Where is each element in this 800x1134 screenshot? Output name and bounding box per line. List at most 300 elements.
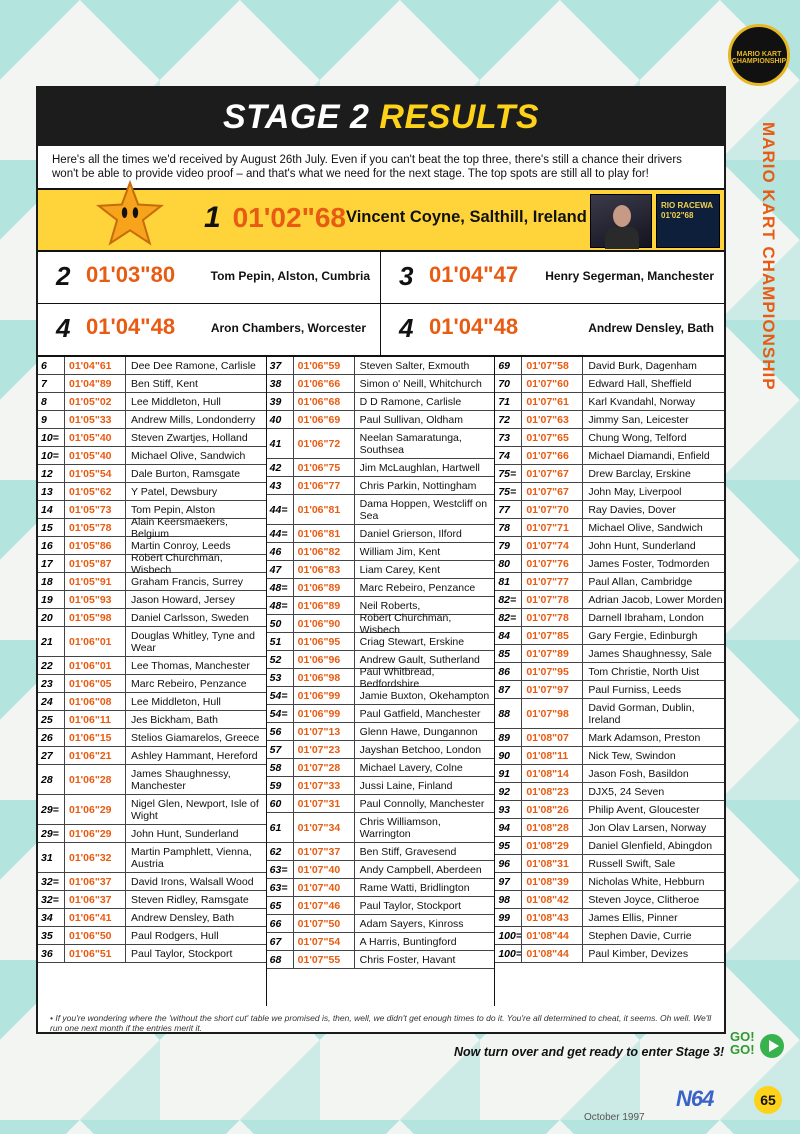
rank-cell: 56 [269,725,282,738]
time-cell: 01'06"01 [64,627,126,656]
rank-cell: 77 [498,503,510,516]
intro-text: Here's all the times we'd received by August 26th July. Even if you can't beat the top three, there's still a chance their drivers won't be able to provide video proof – and that's what we need for the next stage. The top spots are still all to play for! [52,154,682,180]
time-cell: 01'07"77 [521,573,583,590]
top-entry: 3 01'04"47 Henry Segerman, Manchester [399,261,714,291]
rank-cell: 24 [41,695,53,708]
table-row [38,945,266,963]
table-row [495,765,724,783]
rank-cell: 75= [498,467,517,480]
table-row [267,951,495,969]
name-cell: Alain Keersmaekers, Belgium [131,515,228,540]
time-cell: 01'06"89 [293,597,355,614]
name-cell: Paul Connolly, Manchester [359,797,485,810]
time-cell: 01'05"98 [64,609,126,626]
rank-cell: 95 [498,839,510,852]
name-cell: Paul Allan, Cambridge [588,575,693,588]
name-cell: Criag Stewart, Erskine [359,635,465,648]
table-row [267,561,495,579]
time-cell: 01'07"33 [293,777,355,794]
name-cell: Adam Sayers, Kinross [359,917,464,930]
rank-cell: 20 [41,611,53,624]
rank-cell: 41 [269,437,282,450]
table-row [267,633,495,651]
table-row [38,447,266,465]
rank-cell: 29= [41,827,59,840]
time-cell: 01'08"07 [521,729,583,746]
screenshot-photo: RIO RACEWA 01'02"68 [656,194,720,248]
name-cell: Michael Olive, Sandwich [131,449,246,462]
name-cell: Paul Kimber, Devizes [588,947,689,960]
time-cell: 01'07"85 [521,627,583,644]
name-cell: Chris Parkin, Nottingham [359,479,477,492]
stage3-cta: Now turn over and get ready to enter Stage 3! [454,1045,725,1059]
name-cell: Simon o' Neill, Whitchurch [359,377,482,390]
name-cell: Lee Middleton, Hull [131,695,221,708]
name-cell: Daniel Glenfield, Abingdon [588,839,713,852]
table-row [495,837,724,855]
rank-cell: 16 [41,539,53,552]
name-cell: Paul Rodgers, Hull [131,929,219,942]
time-cell: 01'06"90 [293,615,355,632]
table-row [495,801,724,819]
time-cell: 01'06"68 [293,393,355,410]
name-cell: William Jim, Kent [359,545,441,558]
table-row [38,729,266,747]
time-cell: 01'06"72 [293,429,355,458]
rank-cell: 52 [269,653,282,666]
name-cell: Russell Swift, Sale [588,857,676,870]
time-cell: 01'07"34 [293,813,355,842]
table-row [495,699,724,729]
table-row [38,711,266,729]
name-cell: Adrian Jacob, Lower Morden [588,593,723,606]
rank-cell: 58 [269,761,282,774]
table-row [38,429,266,447]
footnote: • If you're wondering where the 'without the short cut' table we promised is, then, well, we didn't get enough times to do it. You're all determined to cheat, it seems. Oh well. We'll run one next month if the entries merit it. [50,1013,712,1033]
name-cell: Marc Rebeiro, Penzance [131,677,247,690]
time-cell: 01'08"11 [521,747,583,764]
name-cell: Michael Lavery, Colne [359,761,463,774]
time-cell: 01'07"66 [521,447,583,464]
rank-cell: 12 [41,467,53,480]
rank-cell: 91 [498,767,510,780]
table-row [38,795,266,825]
name-cell: Neil Roberts, [359,599,421,612]
rank-cell: 60 [269,797,282,810]
time-cell: 01'07"58 [521,357,583,374]
rank-cell: 38 [269,377,282,390]
table-row [495,357,724,375]
table-row [38,609,266,627]
table-row [267,795,495,813]
results-panel [36,86,726,1034]
time-cell: 01'07"40 [293,861,355,878]
table-row [267,665,495,690]
rank-cell: 87 [498,683,510,696]
time-cell: 01'06"37 [64,891,126,908]
name-cell: Andrew Densley, Bath [131,911,235,924]
time-cell: 01'06"99 [293,687,355,704]
table-row [267,879,495,897]
rank-cell: 67 [269,935,282,948]
rank-cell: 42 [269,461,282,474]
time-cell: 01'06"41 [64,909,126,926]
name-cell: Paul Sullivan, Oldham [359,413,463,426]
table-row [495,429,724,447]
name-cell: Steven Ridley, Ramsgate [131,893,249,906]
rank-cell: 99 [498,911,510,924]
rank-cell: 44= [269,503,288,516]
name-cell: Philip Avent, Gloucester [588,803,700,816]
first-time: 01'02"68 [232,202,346,233]
time-cell: 01'07"78 [521,609,583,626]
rank-cell: 86 [498,665,510,678]
time-cell: 01'05"78 [64,519,126,536]
table-row [267,429,495,459]
name-cell: Ben Stiff, Gravesend [359,845,457,858]
name-cell: Dale Burton, Ramsgate [131,467,241,480]
table-row [38,411,266,429]
rank-cell: 25 [41,713,53,726]
time-cell: 01'06"50 [64,927,126,944]
name-cell: Paul Gatfield, Manchester [359,707,481,720]
table-row [495,501,724,519]
page-title: STAGE 2 RESULTS [38,88,724,146]
time-cell: 01'07"13 [293,723,355,740]
results-column-1 [38,357,267,1006]
rank-cell: 94 [498,821,510,834]
time-cell: 01'07"65 [521,429,583,446]
name-cell: James Shaughnessy, Sale [588,647,712,660]
rank-cell: 8 [41,395,47,408]
rank-cell: 36 [41,947,53,960]
table-row [38,573,266,591]
name-cell: Andrew Gault, Sutherland [359,653,480,666]
time-cell: 01'08"23 [521,783,583,800]
name-cell: Nick Tew, Swindon [588,749,676,762]
time-cell: 01'05"86 [64,537,126,554]
issue-date: October 1997 [584,1112,645,1123]
name-cell: Neelan Samaratunga, Southsea [359,431,462,456]
rank-cell: 82= [498,611,517,624]
table-row [495,645,724,663]
time-cell: 01'06"11 [64,711,126,728]
time-cell: 01'08"31 [521,855,583,872]
name-cell: James Foster, Todmorden [588,557,710,570]
rank-cell: 15 [41,521,53,534]
name-cell: Jim McLaughlan, Hartwell [359,461,480,474]
rank-cell: 63= [269,881,288,894]
rank-cell: 51 [269,635,282,648]
name-cell: David Burk, Dagenham [588,359,697,372]
rank-cell: 43 [269,479,282,492]
time-cell: 01'04"89 [64,375,126,392]
table-row [267,741,495,759]
rank-cell: 50 [269,617,282,630]
time-cell: 01'06"01 [64,657,126,674]
name-cell: Steven Salter, Exmouth [359,359,470,372]
time-cell: 01'06"75 [293,459,355,476]
table-row [38,393,266,411]
time-cell: 01'05"87 [64,555,126,572]
table-row [38,515,266,540]
name-cell: Jussi Laine, Finland [359,779,453,792]
time-cell: 01'04"61 [64,357,126,374]
table-row [38,927,266,945]
name-cell: Andy Campbell, Aberdeen [359,863,482,876]
rank-cell: 22 [41,659,53,672]
rank-cell: 35 [41,929,53,942]
results-column-2 [267,357,496,1006]
table-row [38,657,266,675]
rank-cell: 85 [498,647,510,660]
time-cell: 01'06"81 [293,525,355,542]
time-cell: 01'06"29 [64,825,126,842]
table-row [495,681,724,699]
name-cell: Martin Pamphlett, Vienna, Austria [131,845,252,870]
time-cell: 01'07"76 [521,555,583,572]
table-row [495,537,724,555]
rank-cell: 68 [269,953,282,966]
time-cell: 01'05"40 [64,429,126,446]
time-cell: 01'08"44 [521,945,583,962]
rank-cell: 79 [498,539,510,552]
table-row [267,543,495,561]
table-row [495,519,724,537]
name-cell: Steven Zwartjes, Holland [131,431,248,444]
name-cell: James Ellis, Pinner [588,911,678,924]
time-cell: 01'06"59 [293,357,355,374]
name-cell: Paul Taylor, Stockport [359,899,462,912]
time-cell: 01'06"98 [293,669,355,686]
time-cell: 01'07"97 [521,681,583,698]
table-row [38,627,266,657]
name-cell: Douglas Whitley, Tyne and Wear [131,629,255,654]
table-row [267,477,495,495]
rank-cell: 59 [269,779,282,792]
table-row [267,705,495,723]
rank-cell: 78 [498,521,510,534]
rank-cell: 39 [269,395,282,408]
rank-cell: 75= [498,485,517,498]
name-cell: Jayshan Betchoo, London [359,743,482,756]
name-cell: Mark Adamson, Preston [588,731,701,744]
time-cell: 01'05"33 [64,411,126,428]
name-cell: Jason Fosh, Basildon [588,767,689,780]
table-row [267,611,495,636]
table-row [495,627,724,645]
name-cell: David Irons, Walsall Wood [131,875,254,888]
table-row [267,459,495,477]
rank-cell: 13 [41,485,53,498]
table-row [267,861,495,879]
top-entry: 4 01'04"48 Aron Chambers, Worcester [38,304,381,355]
table-row [38,591,266,609]
rank-cell: 54= [269,707,288,720]
rank-cell: 70 [498,377,510,390]
name-cell: Daniel Carlsson, Sweden [131,611,249,624]
rank-cell: 98 [498,893,510,906]
table-row [267,723,495,741]
rank-cell: 88 [498,707,510,720]
table-row [38,891,266,909]
time-cell: 01'08"43 [521,909,583,926]
table-row [495,555,724,573]
table-row [495,909,724,927]
name-cell: Jimmy San, Leicester [588,413,689,426]
time-cell: 01'07"31 [293,795,355,812]
time-cell: 01'06"66 [293,375,355,392]
play-arrow-icon [760,1034,784,1058]
table-row [267,393,495,411]
rank-cell: 90 [498,749,510,762]
name-cell: Edward Hall, Sheffield [588,377,692,390]
table-row [267,525,495,543]
table-row [38,693,266,711]
time-cell: 01'07"78 [521,591,583,608]
name-cell: David Gorman, Dublin, Ireland [588,701,695,726]
name-cell: Graham Francis, Surrey [131,575,244,588]
name-cell: Paul Furniss, Leeds [588,683,682,696]
name-cell: Michael Diamandi, Enfield [588,449,710,462]
rank-cell: 7 [41,377,47,390]
name-cell: John May, Liverpool [588,485,682,498]
name-cell: Tom Pepin, Alston [131,503,216,516]
table-row [495,573,724,591]
rank-cell: 23 [41,677,53,690]
table-row [38,909,266,927]
name-cell: Liam Carey, Kent [359,563,440,576]
rank-cell: 46 [269,545,282,558]
rank-cell: 54= [269,689,288,702]
time-cell: 01'06"37 [64,873,126,890]
rank-cell: 96 [498,857,510,870]
time-cell: 01'08"28 [521,819,583,836]
name-cell: Martin Conroy, Leeds [131,539,231,552]
rank-cell: 89 [498,731,510,744]
table-row [267,933,495,951]
time-cell: 01'06"69 [293,411,355,428]
name-cell: James Shaughnessy, Manchester [131,767,231,792]
table-row [267,915,495,933]
table-row [267,813,495,843]
rank-cell: 71 [498,395,510,408]
rank-cell: 48= [269,599,288,612]
time-cell: 01'07"67 [521,465,583,482]
table-row [267,759,495,777]
time-cell: 01'06"08 [64,693,126,710]
rank-cell: 10= [41,431,59,444]
time-cell: 01'07"98 [521,699,583,728]
table-row [38,873,266,891]
table-row [38,357,266,375]
rank-cell: 53 [269,671,282,684]
name-cell: Lee Thomas, Manchester [131,659,250,672]
time-cell: 01'06"95 [293,633,355,650]
time-cell: 01'07"95 [521,663,583,680]
rank-cell: 57 [269,743,282,756]
table-row [267,843,495,861]
name-cell: Tom Christie, North Uist [588,665,700,678]
time-cell: 01'06"89 [293,579,355,596]
rank-cell: 93 [498,803,510,816]
top-entry: 4 01'04"48 Andrew Densley, Bath [399,313,714,343]
name-cell: Ben Stiff, Kent [131,377,198,390]
table-row [267,579,495,597]
rank-cell: 81 [498,575,510,588]
time-cell: 01'06"21 [64,747,126,764]
time-cell: 01'07"40 [293,879,355,896]
rank-cell: 29= [41,803,59,816]
time-cell: 01'06"82 [293,543,355,560]
name-cell: Rame Watti, Bridlington [359,881,470,894]
time-cell: 01'07"70 [521,501,583,518]
time-cell: 01'07"74 [521,537,583,554]
name-cell: Lee Middleton, Hull [131,395,221,408]
table-row [267,411,495,429]
time-cell: 01'07"89 [521,645,583,662]
name-cell: Jason Howard, Jersey [131,593,235,606]
time-cell: 01'06"28 [64,765,126,794]
rank-cell: 61 [269,821,282,834]
top-entry: 2 01'03"80 Tom Pepin, Alston, Cumbria [38,252,381,303]
rank-cell: 31 [41,851,53,864]
name-cell: Gary Fergie, Edinburgh [588,629,698,642]
table-row [38,465,266,483]
rank-cell: 100= [498,929,522,942]
time-cell: 01'08"26 [521,801,583,818]
rank-cell: 18 [41,575,53,588]
time-cell: 01'05"40 [64,447,126,464]
name-cell: Drew Barclay, Erskine [588,467,691,480]
name-cell: Ray Davies, Dover [588,503,676,516]
name-cell: Steven Joyce, Clitheroe [588,893,700,906]
first-name: Vincent Coyne, Salthill, Ireland [346,208,587,226]
table-row [38,747,266,765]
time-cell: 01'07"55 [293,951,355,968]
time-cell: 01'07"46 [293,897,355,914]
rank-cell: 6 [41,359,47,372]
name-cell: Darnell Ibraham, London [588,611,704,624]
rank-cell: 63= [269,863,288,876]
time-cell: 01'05"93 [64,591,126,608]
first-rank: 1 [204,201,221,234]
table-row [495,747,724,765]
rank-cell: 9 [41,413,47,426]
time-cell: 01'08"29 [521,837,583,854]
name-cell: Y Patel, Dewsbury [131,485,218,498]
rank-cell: 48= [269,581,288,594]
rank-cell: 92 [498,785,510,798]
name-cell: Robert Churchman, Wisbech [359,611,452,636]
name-cell: Stelios Giamarelos, Greece [131,731,260,744]
name-cell: Paul Whitbread, Bedfordshire [359,665,435,690]
rank-cell: 26 [41,731,53,744]
time-cell: 01'08"39 [521,873,583,890]
name-cell: Dama Hoppen, Westcliff on Sea [359,497,488,522]
table-row [38,843,266,873]
rank-cell: 65 [269,899,282,912]
name-cell: Daniel Grierson, Ilford [359,527,462,540]
name-cell: Chris Foster, Havant [359,953,456,966]
rank-cell: 44= [269,527,288,540]
star-icon [96,180,164,248]
time-cell: 01'08"14 [521,765,583,782]
name-cell: Michael Olive, Sandwich [588,521,703,534]
table-row [495,663,724,681]
time-cell: 01'06"15 [64,729,126,746]
table-row [495,945,724,963]
